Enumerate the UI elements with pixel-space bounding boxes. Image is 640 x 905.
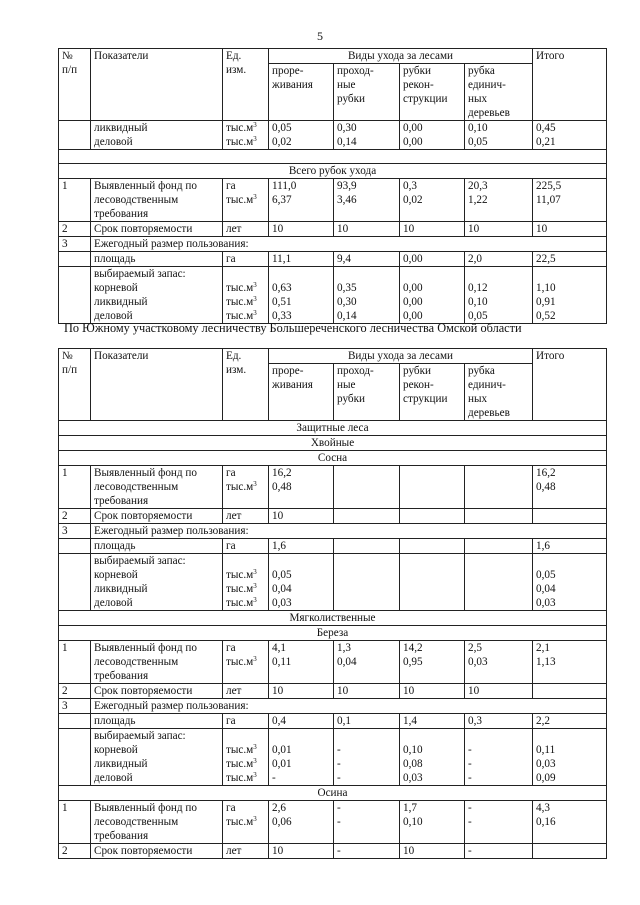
section-title: Береза (59, 626, 607, 641)
value-cell (465, 466, 533, 509)
header-care-types: Виды ухода за лесами (269, 49, 533, 64)
value-cell: 1,10 0,91 0,52 (533, 267, 607, 324)
table-row (59, 222, 607, 237)
table-row (59, 641, 607, 684)
value-cell: - (334, 844, 400, 859)
row-label: Выявленный фонд по лесоводственным требования (91, 641, 223, 684)
value-cell: 14,2 0,95 (400, 641, 465, 684)
group-title: Ежегодный размер пользования: (91, 524, 607, 539)
value-cell: 0,4 (269, 714, 334, 729)
section-row (59, 451, 607, 466)
value-cell: 10 (400, 684, 465, 699)
value-cell: 16,2 0,48 (269, 466, 334, 509)
section-row (59, 786, 607, 801)
value-cell: 10 (465, 222, 533, 237)
table-row (59, 684, 607, 699)
value-cell: 0,1 (334, 714, 400, 729)
value-cell: 9,4 (334, 252, 400, 267)
table-row (59, 554, 607, 611)
value-cell: 11,1 (269, 252, 334, 267)
value-cell: 10 (533, 222, 607, 237)
value-cell: 10 (400, 222, 465, 237)
row-unit: $тыс.м^3$ $тыс.м^3$ $тыс.м^3$ (223, 267, 269, 324)
section-row (59, 421, 607, 436)
value-cell: 1,4 (400, 714, 465, 729)
table-row (59, 252, 607, 267)
row-number (59, 121, 91, 150)
value-cell: 22,5 (533, 252, 607, 267)
group-row (59, 524, 607, 539)
row-label: Срок повторяемости (91, 844, 223, 859)
table-header-row (59, 349, 607, 364)
value-cell: 1,7 0,10 (400, 801, 465, 844)
forest-care-table-continued (58, 48, 607, 324)
value-cell: 0,10 0,08 0,03 (400, 729, 465, 786)
value-cell: 0,3 (465, 714, 533, 729)
row-number (59, 539, 91, 554)
value-cell (334, 554, 400, 611)
value-cell: 0,63 0,51 0,33 (269, 267, 334, 324)
row-unit: га (223, 252, 269, 267)
section-title: Хвойные (59, 436, 607, 451)
row-number: 3 (59, 524, 91, 539)
value-cell: - - - (465, 729, 533, 786)
header-total: Итого (533, 349, 607, 421)
header-subtype: проход- ные рубки (334, 364, 400, 421)
header-unit: Ед. изм. (223, 349, 269, 421)
header-subtype: проре- живания (269, 364, 334, 421)
row-label: площадь (91, 252, 223, 267)
value-cell: 0,01 0,01 - (269, 729, 334, 786)
value-cell: 0,12 0,10 0,05 (465, 267, 533, 324)
row-unit: га $тыс.м^3$ (223, 466, 269, 509)
value-cell (400, 466, 465, 509)
value-cell: 10 (269, 684, 334, 699)
row-number (59, 729, 91, 786)
value-cell (533, 684, 607, 699)
header-subtype: рубки рекон- струкции (400, 64, 465, 121)
group-title: Ежегодный размер пользования: (91, 699, 607, 714)
header-indicator: Показатели (91, 349, 223, 421)
table-row (59, 466, 607, 509)
value-cell: 10 (334, 684, 400, 699)
table-row (59, 121, 607, 150)
group-title: Ежегодный размер пользования: (91, 237, 607, 252)
header-num: № п/п (59, 49, 91, 121)
table-row (59, 801, 607, 844)
row-number: 1 (59, 179, 91, 222)
value-cell: 225,5 11,07 (533, 179, 607, 222)
row-label: ликвидный деловой (91, 121, 223, 150)
row-unit: га $тыс.м^3$ (223, 179, 269, 222)
section-title: Осина (59, 786, 607, 801)
value-cell: 0,3 0,02 (400, 179, 465, 222)
row-label: выбираемый запас: корневой ликвидный деловой (91, 729, 223, 786)
value-cell (334, 539, 400, 554)
forest-care-table-yuzhnoe (58, 348, 607, 859)
value-cell: 0,05 0,04 0,03 (533, 554, 607, 611)
value-cell: 10 (400, 844, 465, 859)
value-cell: 0,00 0,00 0,00 (400, 267, 465, 324)
row-number (59, 714, 91, 729)
header-care-types: Виды ухода за лесами (269, 349, 533, 364)
row-label: площадь (91, 539, 223, 554)
row-label: Срок повторяемости (91, 222, 223, 237)
row-number: 1 (59, 466, 91, 509)
value-cell: 16,2 0,48 (533, 466, 607, 509)
table-row (59, 267, 607, 324)
section-row (59, 626, 607, 641)
row-unit: лет (223, 509, 269, 524)
table-row (59, 729, 607, 786)
header-indicator: Показатели (91, 49, 223, 121)
header-subtype: проре- живания (269, 64, 334, 121)
value-cell (465, 554, 533, 611)
value-cell: 2,6 0,06 (269, 801, 334, 844)
row-label: площадь (91, 714, 223, 729)
section-row (59, 611, 607, 626)
value-cell: 0,05 0,02 (269, 121, 334, 150)
row-unit: $тыс.м^3$ $тыс.м^3$ (223, 121, 269, 150)
value-cell: 4,1 0,11 (269, 641, 334, 684)
group-row (59, 699, 607, 714)
value-cell: 93,9 3,46 (334, 179, 400, 222)
page-number: 5 (317, 29, 323, 43)
spacer-cell (59, 150, 607, 164)
value-cell: 2,1 1,13 (533, 641, 607, 684)
header-subtype: рубки рекон- струкции (400, 364, 465, 421)
section-title: Сосна (59, 451, 607, 466)
row-unit: га $тыс.м^3$ (223, 641, 269, 684)
value-cell: 10 (269, 509, 334, 524)
section-row (59, 164, 607, 179)
row-unit: лет (223, 222, 269, 237)
value-cell: 10 (269, 222, 334, 237)
value-cell: 1,3 0,04 (334, 641, 400, 684)
value-cell: 1,6 (269, 539, 334, 554)
value-cell: 10 (465, 684, 533, 699)
value-cell: 20,3 1,22 (465, 179, 533, 222)
row-unit: га (223, 714, 269, 729)
value-cell (334, 466, 400, 509)
table-header-row (59, 49, 607, 64)
value-cell: 10 (269, 844, 334, 859)
value-cell: 0,45 0,21 (533, 121, 607, 150)
spacer-row (59, 150, 607, 164)
row-label: Выявленный фонд по лесоводственным требования (91, 466, 223, 509)
section-row (59, 436, 607, 451)
row-label: Выявленный фонд по лесоводственным требования (91, 801, 223, 844)
row-number: 2 (59, 844, 91, 859)
value-cell: - - - (334, 729, 400, 786)
value-cell (334, 509, 400, 524)
value-cell: 4,3 0,16 (533, 801, 607, 844)
table-row (59, 714, 607, 729)
value-cell (400, 554, 465, 611)
row-number (59, 252, 91, 267)
value-cell (465, 509, 533, 524)
row-number (59, 267, 91, 324)
table-row (59, 844, 607, 859)
table-row (59, 539, 607, 554)
section-title: Мягколиственные (59, 611, 607, 626)
value-cell: 111,0 6,37 (269, 179, 334, 222)
row-label: выбираемый запас: корневой ликвидный деловой (91, 267, 223, 324)
value-cell: 2,2 (533, 714, 607, 729)
section-title: Всего рубок ухода (59, 164, 607, 179)
value-cell: 0,10 0,05 (465, 121, 533, 150)
row-number (59, 554, 91, 611)
header-num: № п/п (59, 349, 91, 421)
row-number: 2 (59, 684, 91, 699)
section-title: Защитные леса (59, 421, 607, 436)
row-number: 1 (59, 641, 91, 684)
value-cell (400, 509, 465, 524)
row-label: Срок повторяемости (91, 684, 223, 699)
row-unit: $тыс.м^3$ $тыс.м^3$ $тыс.м^3$ (223, 554, 269, 611)
value-cell (533, 509, 607, 524)
row-number: 1 (59, 801, 91, 844)
value-cell: 0,30 0,14 (334, 121, 400, 150)
group-row (59, 237, 607, 252)
row-label: выбираемый запас: корневой ликвидный деловой (91, 554, 223, 611)
row-unit: га $тыс.м^3$ (223, 801, 269, 844)
value-cell (400, 539, 465, 554)
row-unit: лет (223, 684, 269, 699)
row-number: 3 (59, 699, 91, 714)
row-label: Срок повторяемости (91, 509, 223, 524)
header-subtype: рубка единич- ных деревьев (465, 64, 533, 121)
row-number: 2 (59, 509, 91, 524)
value-cell: 2,5 0,03 (465, 641, 533, 684)
header-unit: Ед. изм. (223, 49, 269, 121)
value-cell: 0,11 0,03 0,09 (533, 729, 607, 786)
section-caption: По Южному участковому лесничеству Большереченского лесничества Омской области (64, 321, 522, 335)
value-cell (533, 844, 607, 859)
table-row (59, 509, 607, 524)
row-number: 2 (59, 222, 91, 237)
value-cell: 0,35 0,30 0,14 (334, 267, 400, 324)
row-unit: га (223, 539, 269, 554)
value-cell (465, 539, 533, 554)
value-cell: 10 (334, 222, 400, 237)
row-unit: $тыс.м^3$ $тыс.м^3$ $тыс.м^3$ (223, 729, 269, 786)
value-cell: 2,0 (465, 252, 533, 267)
value-cell: 0,00 0,00 (400, 121, 465, 150)
value-cell: 0,05 0,04 0,03 (269, 554, 334, 611)
header-subtype: проход- ные рубки (334, 64, 400, 121)
row-unit: лет (223, 844, 269, 859)
table-row (59, 179, 607, 222)
value-cell: - (465, 844, 533, 859)
value-cell: - - (334, 801, 400, 844)
header-total: Итого (533, 49, 607, 121)
value-cell: 1,6 (533, 539, 607, 554)
row-label: Выявленный фонд по лесоводственным требования (91, 179, 223, 222)
row-number: 3 (59, 237, 91, 252)
value-cell: - - (465, 801, 533, 844)
header-subtype: рубка единич- ных деревьев (465, 364, 533, 421)
value-cell: 0,00 (400, 252, 465, 267)
